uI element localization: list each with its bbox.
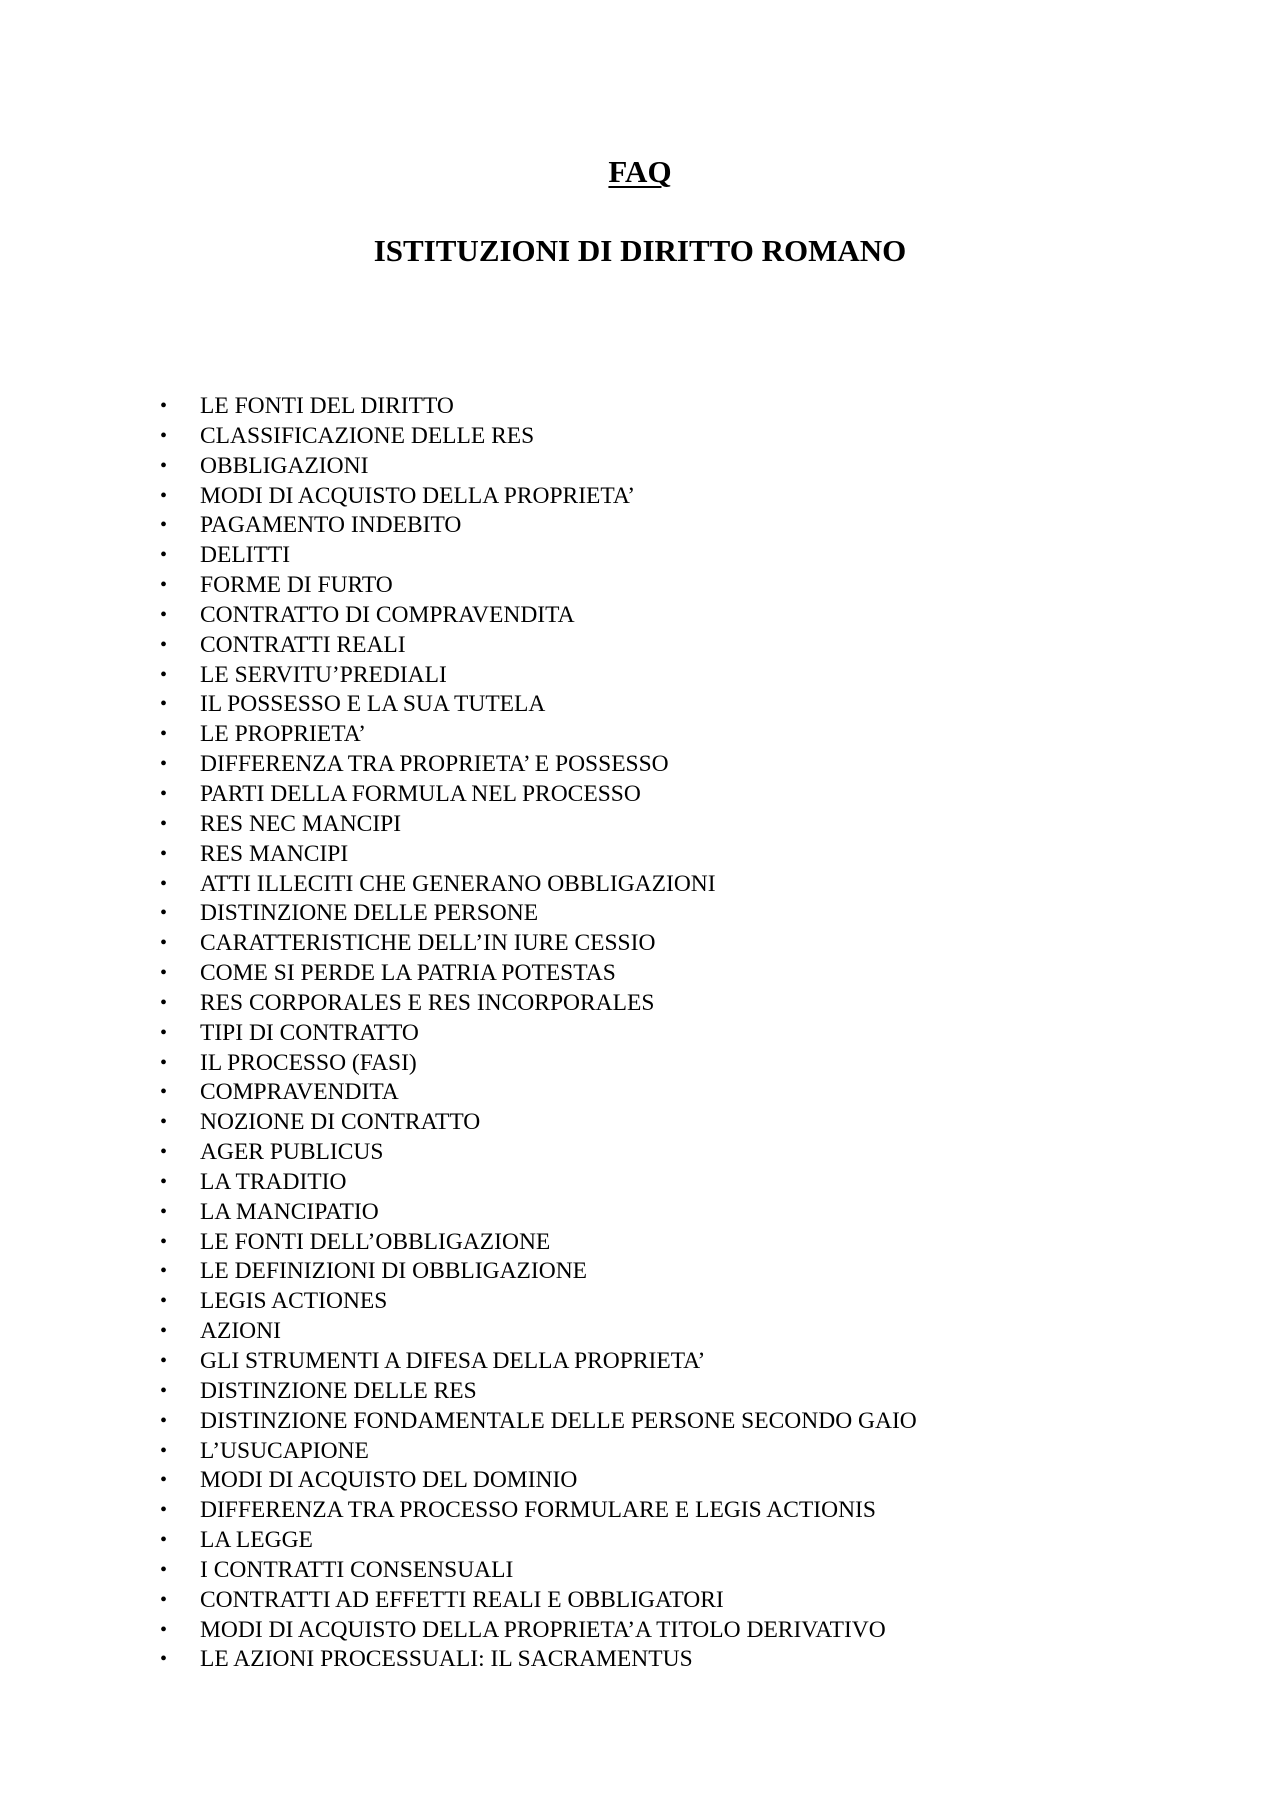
bullet-icon: • (160, 1170, 168, 1193)
topic-label: LE DEFINIZIONI DI OBBLIGAZIONE (200, 1258, 588, 1285)
bullet-icon: • (160, 1320, 168, 1343)
topic-label: LE FONTI DELL’OBBLIGAZIONE (200, 1228, 551, 1255)
bullet-icon: • (160, 454, 168, 477)
topic-label: DIFFERENZA TRA PROPRIETA’ E POSSESSO (200, 751, 669, 778)
topic-label: LA TRADITIO (200, 1168, 347, 1195)
bullet-icon: • (160, 962, 168, 985)
topic-label: CARATTERISTICHE DELL’IN IURE CESSIO (200, 930, 656, 957)
bullet-icon: • (160, 1588, 168, 1611)
document-title (0, 152, 1280, 192)
bullet-icon: • (160, 782, 168, 805)
bullet-icon: • (160, 991, 168, 1014)
bullet-icon: • (160, 1558, 168, 1581)
bullet-icon: • (160, 693, 168, 716)
document-title-text: FAQ (608, 154, 672, 189)
bullet-icon: • (160, 574, 168, 597)
bullet-icon: • (160, 1350, 168, 1372)
topic-label: COMPRAVENDITA (200, 1079, 399, 1106)
bullet-icon: • (160, 514, 168, 537)
topic-label: NOZIONE DI CONTRATTO (200, 1109, 481, 1136)
topic-label: LA LEGGE (200, 1527, 313, 1554)
topic-label: DISTINZIONE DELLE PERSONE (200, 900, 539, 927)
topic-label: COME SI PERDE LA PATRIA POTESTAS (200, 960, 616, 987)
topic-label: RES NEC MANCIPI (200, 810, 402, 837)
topic-label: LA MANCIPATIO (200, 1198, 379, 1225)
bullet-icon: • (160, 1439, 168, 1462)
bullet-icon: • (160, 842, 168, 865)
topic-label: AZIONI (200, 1318, 281, 1345)
bullet-icon: • (160, 484, 168, 507)
topic-label: GLI STRUMENTI A DIFESA DELLA PROPRIETA’ (200, 1348, 706, 1374)
bullet-icon: • (160, 932, 168, 955)
topic-label: FORME DI FURTO (200, 572, 393, 599)
bullet-icon: • (160, 544, 168, 567)
bullet-icon: • (160, 633, 168, 656)
bullet-icon: • (160, 1618, 168, 1641)
topic-label: ATTI ILLECITI CHE GENERANO OBBLIGAZIONI (200, 870, 716, 897)
document-subtitle: ISTITUZIONI DI DIRITTO ROMANO (373, 233, 907, 268)
topic-label: CONTRATTO DI COMPRAVENDITA (200, 601, 575, 628)
topic-label: CLASSIFICAZIONE DELLE RES (200, 422, 535, 449)
bullet-icon: • (160, 424, 168, 447)
topic-label: DISTINZIONE DELLE RES (200, 1377, 477, 1404)
topic-label: CONTRATTI REALI (200, 631, 406, 658)
topic-label: LE SERVITU’PREDIALI (200, 661, 447, 688)
topic-label: LE PROPRIETA’ (200, 721, 366, 748)
topic-label: CONTRATTI AD EFFETTI REALI E OBBLIGATORI (200, 1586, 724, 1613)
bullet-icon: • (160, 753, 168, 776)
topic-label: MODI DI ACQUISTO DELLA PROPRIETA’A TITOLO DERIVATIVO (200, 1616, 886, 1643)
topic-label: DELITTI (200, 542, 291, 569)
bullet-icon: • (160, 1260, 168, 1283)
topic-label: DISTINZIONE FONDAMENTALE DELLE PERSONE SECONDO GAIO (200, 1407, 917, 1434)
bullet-icon: • (160, 1081, 168, 1104)
bullet-icon: • (160, 1021, 168, 1044)
bullet-icon: • (160, 872, 168, 895)
topic-label: IL POSSESSO E LA SUA TUTELA (200, 691, 546, 718)
bullet-icon: • (160, 1379, 168, 1402)
bullet-icon: • (160, 1111, 168, 1134)
bullet-icon: • (160, 902, 168, 925)
bullet-icon: • (160, 603, 168, 626)
topic-label: TIPI DI CONTRATTO (200, 1019, 419, 1046)
bullet-icon: • (160, 1230, 168, 1253)
topic-label: AGER PUBLICUS (200, 1139, 384, 1166)
bullet-icon: • (160, 1200, 168, 1223)
topic-label: PAGAMENTO INDEBITO (200, 512, 462, 539)
bullet-icon: • (160, 395, 168, 417)
bullet-icon: • (160, 1051, 168, 1074)
topic-label: RES MANCIPI (200, 840, 349, 867)
bullet-icon: • (160, 1290, 168, 1313)
topic-label: MODI DI ACQUISTO DEL DOMINIO (200, 1467, 578, 1494)
bullet-icon: • (160, 1141, 168, 1164)
topic-label: LE FONTI DEL DIRITTO (200, 393, 454, 419)
bullet-icon: • (160, 723, 168, 746)
topic-label: LE AZIONI PROCESSUALI: IL SACRAMENTUS (200, 1646, 693, 1673)
topic-label: RES CORPORALES E RES INCORPORALES (200, 989, 655, 1016)
bullet-icon: • (160, 1529, 168, 1552)
bullet-icon: • (160, 1648, 168, 1671)
topic-label: I CONTRATTI CONSENSUALI (200, 1556, 514, 1583)
topic-label: IL PROCESSO (FASI) (200, 1049, 417, 1076)
bullet-icon: • (160, 1409, 168, 1432)
topic-label: MODI DI ACQUISTO DELLA PROPRIETA’ (200, 482, 636, 509)
bullet-icon: • (160, 812, 168, 835)
topic-label: L’USUCAPIONE (200, 1437, 369, 1464)
topic-label: DIFFERENZA TRA PROCESSO FORMULARE E LEGIS ACTIONIS (200, 1497, 876, 1524)
bullet-icon: • (160, 1499, 168, 1522)
bullet-icon: • (160, 1469, 168, 1492)
bullet-icon: • (160, 663, 168, 686)
topic-label: OBBLIGAZIONI (200, 452, 369, 479)
topic-label: PARTI DELLA FORMULA NEL PROCESSO (200, 780, 641, 807)
topic-label: LEGIS ACTIONES (200, 1288, 388, 1315)
